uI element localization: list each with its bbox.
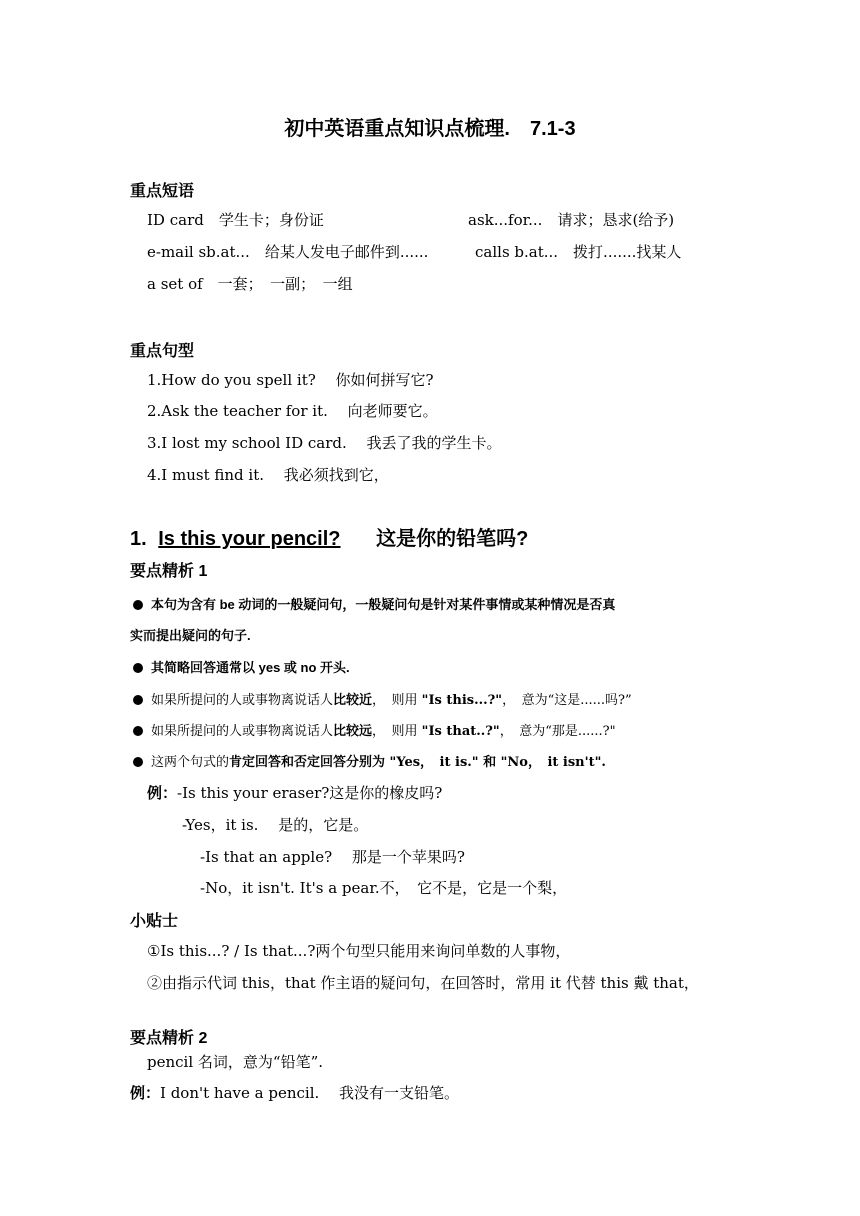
example-3: -Is that an apple? 那是一个苹果吗? bbox=[200, 848, 465, 866]
analysis-2-line: pencil 名词，意为“铅笔”. bbox=[147, 1053, 324, 1071]
bullet-3: 如果所提问的人或事物离说话人比较近， 则用 "Is this...?"， 意为“这是......吗?” bbox=[133, 689, 632, 708]
phrase-2b: calls b.at... 拨打.......找某人 bbox=[475, 243, 682, 261]
section-1-number: 1. bbox=[130, 528, 147, 550]
analysis-2-heading: 要点精析 2 bbox=[130, 1030, 208, 1047]
analysis-1-heading: 要点精析 1 bbox=[130, 563, 208, 580]
page-title: 初中英语重点知识点梳理. 7.1-3 bbox=[284, 118, 576, 140]
phrase-1b: ask...for... 请求；恳求(给予) bbox=[468, 211, 675, 229]
section-1-heading bbox=[130, 522, 528, 551]
tips-heading: 小贴士 bbox=[130, 913, 179, 930]
bullet-1-line-2: 实而提出疑问的句子. bbox=[130, 628, 251, 643]
sentences-heading: 重点句型 bbox=[130, 343, 195, 360]
phrase-2a: e-mail sb.at... 给某人发电子邮件到...... bbox=[147, 243, 429, 261]
bullet-icon bbox=[133, 695, 143, 705]
bullet-2: 其简略回答通常以 yes 或 no 开头. bbox=[133, 657, 350, 676]
analysis-2-example: 例：I don't have a pencil. 我没有一支铅笔。 bbox=[130, 1084, 460, 1102]
section-1-english: Is this your pencil? bbox=[158, 528, 341, 550]
sentence-2: 2.Ask the teacher for it. 向老师要它。 bbox=[147, 402, 438, 420]
bullet-icon bbox=[133, 726, 143, 736]
bullet-icon bbox=[133, 757, 143, 767]
tip-1: ①Is this...? / Is that...?两个句型只能用来询问单数的人事物， bbox=[147, 942, 571, 960]
phrases-heading: 重点短语 bbox=[130, 183, 195, 200]
tip-2: ②由指示代词 this，that 作主语的疑问句，在回答时，常用 it 代替 this 戴 that， bbox=[147, 974, 699, 992]
example-1: 例：-Is this your eraser?这是你的橡皮吗? bbox=[147, 784, 443, 802]
sentence-1: 1.How do you spell it? 你如何拼写它? bbox=[147, 371, 434, 389]
example-4: -No，it isn't. It's a pear.不， 它不是，它是一个梨， bbox=[200, 879, 568, 897]
bullet-5: 这两个句式的肯定回答和否定回答分别为 "Yes， it is." 和 "No， it isn't". bbox=[133, 751, 606, 770]
bullet-icon bbox=[133, 600, 143, 610]
bullet-1-line-1: 本句为含有 be 动词的一般疑问句，一般疑问句是针对某件事情或某种情况是否真 bbox=[133, 594, 615, 613]
phrase-1a: ID card 学生卡；身份证 bbox=[147, 211, 324, 229]
example-2: -Yes，it is. 是的，它是。 bbox=[182, 816, 369, 834]
sentence-4: 4.I must find it. 我必须找到它， bbox=[147, 466, 389, 484]
section-1-chinese: 这是你的铅笔吗? bbox=[376, 528, 529, 550]
sentence-3: 3.I lost my school ID card. 我丢了我的学生卡。 bbox=[147, 434, 502, 452]
bullet-4: 如果所提问的人或事物离说话人比较远， 则用 "Is that..?"， 意为“那是......?" bbox=[133, 720, 616, 739]
bullet-icon bbox=[133, 663, 143, 673]
phrase-3a: a set of 一套； 一副； 一组 bbox=[147, 275, 353, 293]
